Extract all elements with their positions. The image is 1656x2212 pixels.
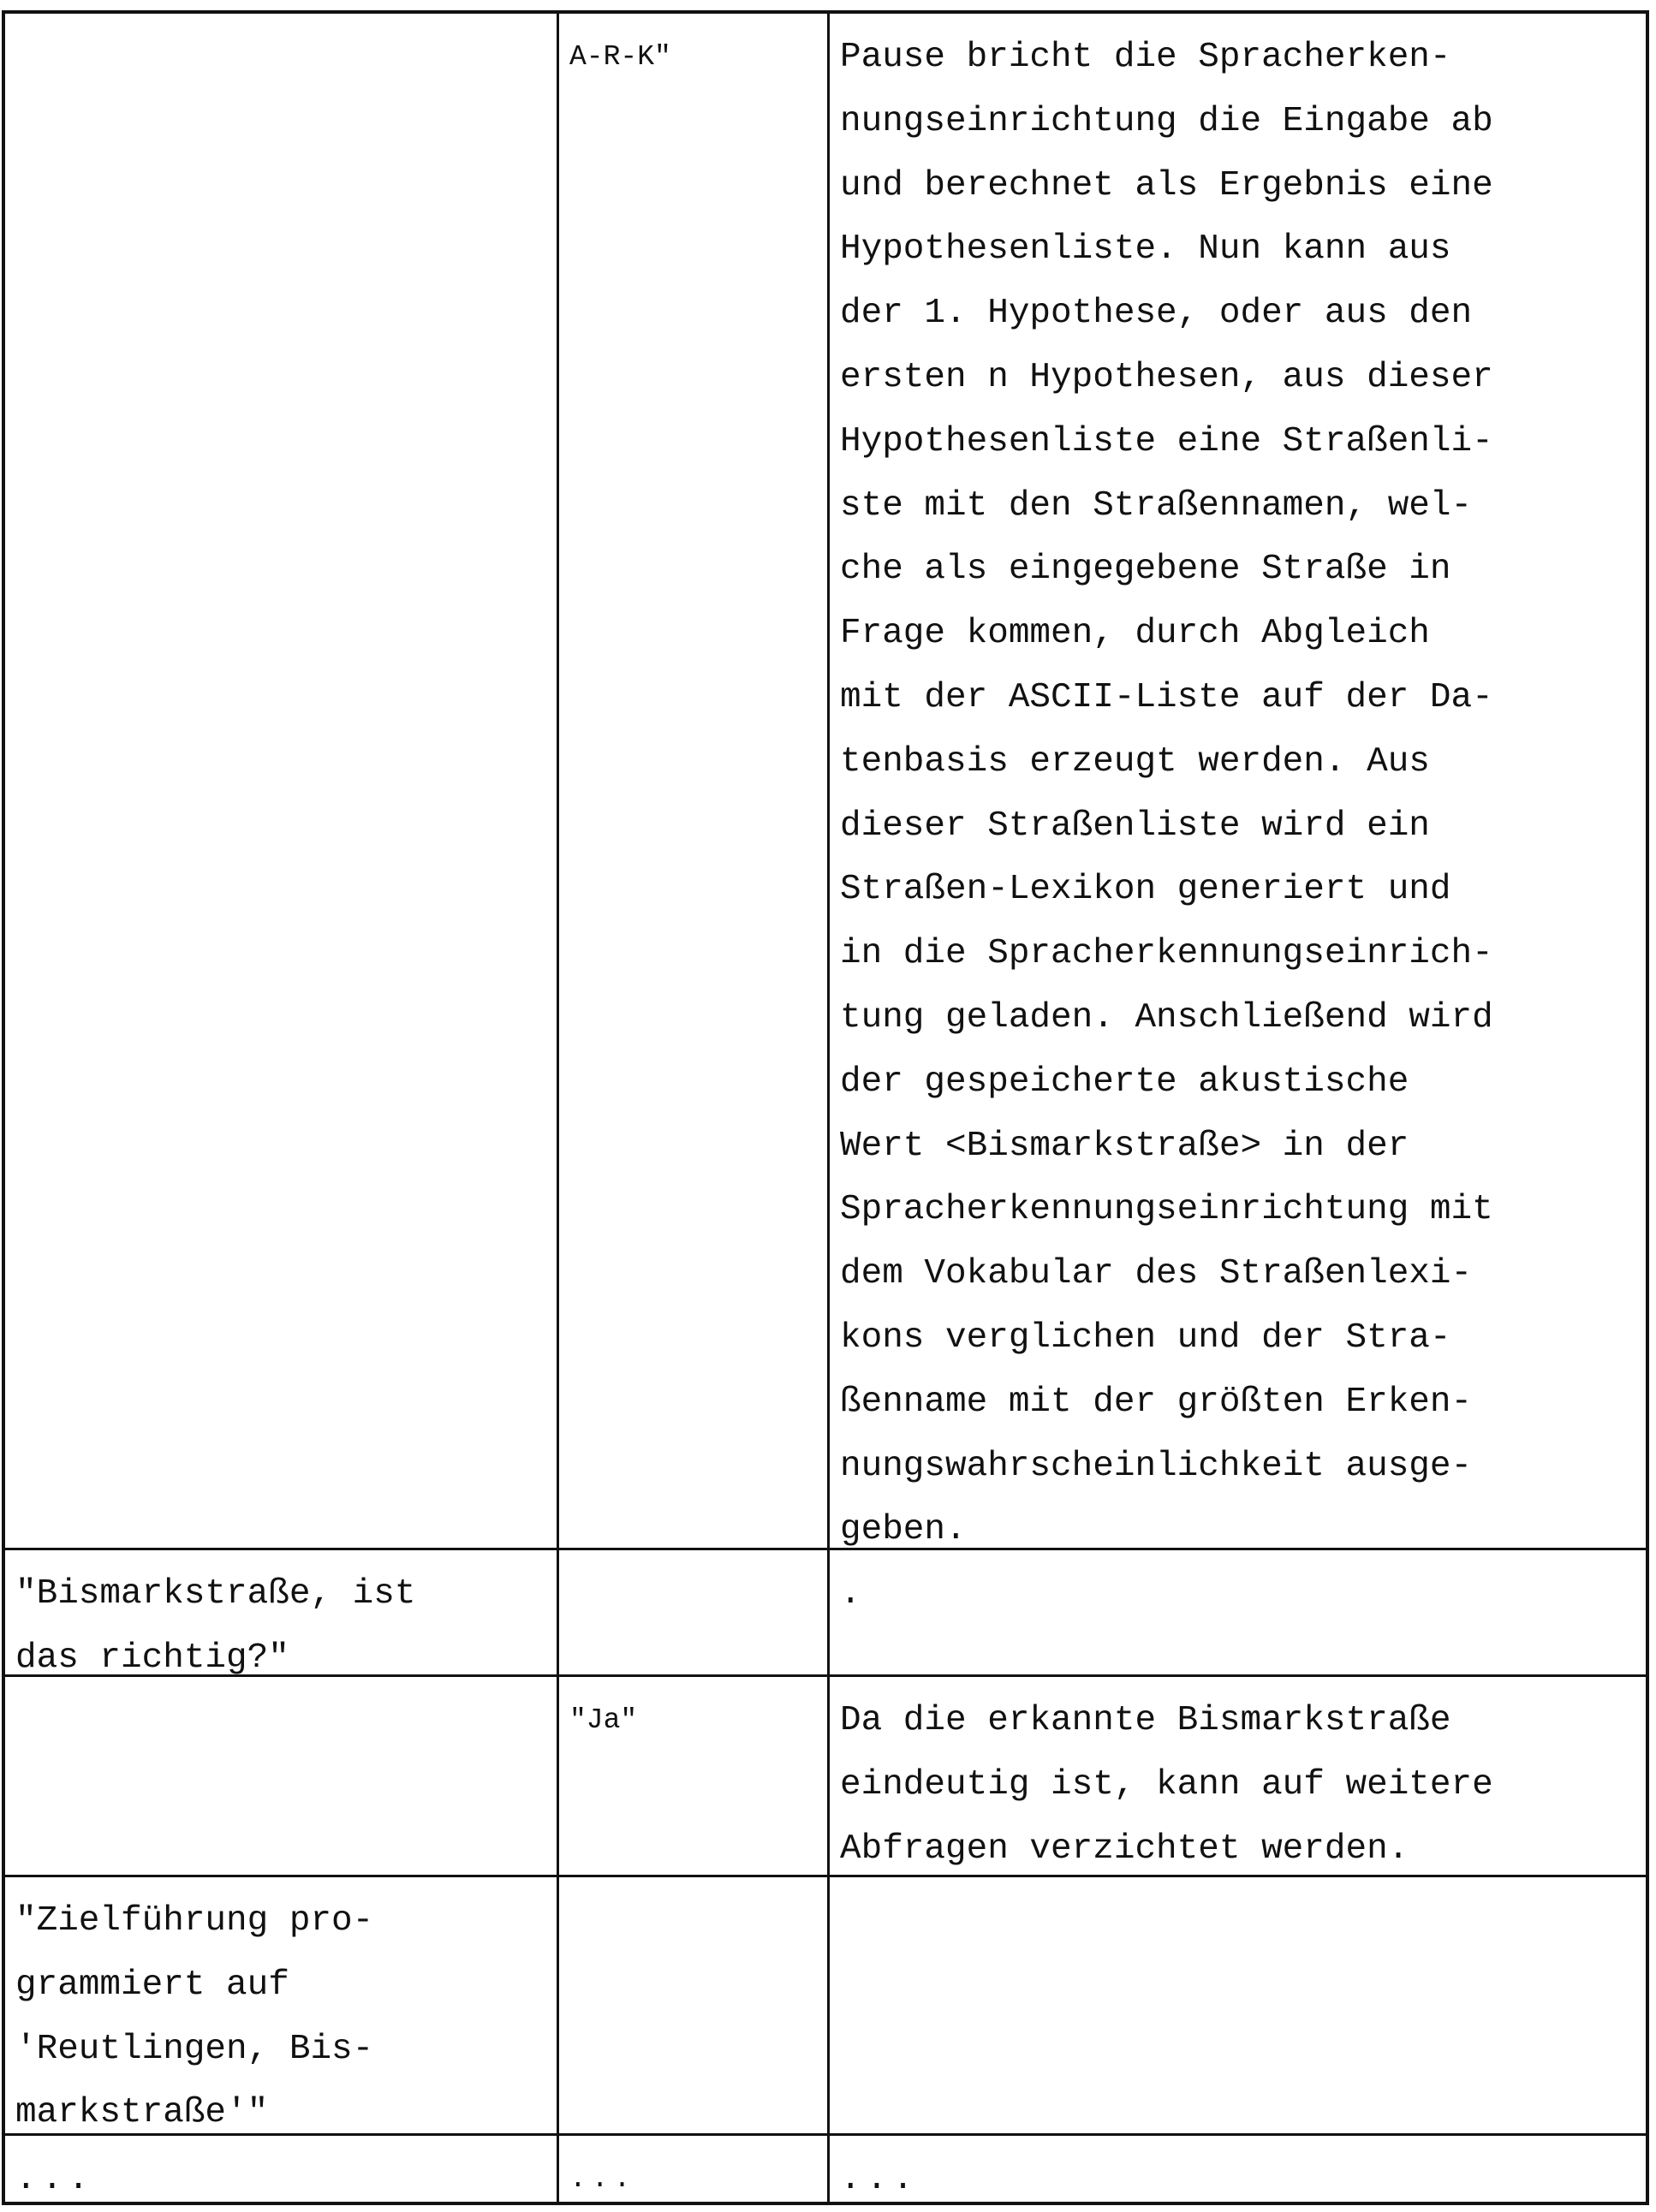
cell-comment-4: ... — [840, 2160, 919, 2199]
cell-comment-1: . — [830, 1550, 1646, 1677]
cell-comment-2: Da die erkannte Bismarkstraße eindeutig ist, kann auf weitere Abfragen verzichtet werden. — [830, 1677, 1646, 1877]
cell-system-0 — [5, 14, 559, 1550]
cell-comment-0: Pause bricht die Spracherken- nungseinrichtung die Eingabe ab und berechnet als Ergebnis eine Hypothesenliste. Nun kann aus der 1. Hypothese, oder aus den ersten n Hypothesen, aus dieser Hypothesenliste eine Straßenli- ste mit den Straßennamen, wel- che als eingegebene Straße in Frage kommen, durch Abgleich mit der ASCII-Liste auf der Da- tenbasis erzeugt werden. Aus dieser Straßenliste wird ein Straßen-Lexikon generiert und in die Spracherkennungseinrich- tung geladen. Anschließend wird der gespeicherte akustische Wert <Bismarkstraße> in der Spracherkennungseinrichtung mit dem Vokabular des Straßenlexi- kons verglichen und der Stra- ßenname mit der größten Erken- nungswahrscheinlichkeit ausge- geben. — [830, 14, 1646, 1550]
cell-system-3: "Zielführung pro- grammiert auf 'Reutlingen, Bis- markstraße'" — [5, 1877, 559, 2136]
dialog-table — [2, 10, 1649, 2205]
cell-system-1: "Bismarkstraße, ist das richtig?" — [5, 1550, 559, 1677]
cell-user-2: "Ja" — [559, 1677, 830, 1877]
cell-comment-3 — [830, 1877, 1646, 2136]
cell-user-4: ... — [559, 2136, 830, 2202]
cell-system-2 — [5, 1677, 559, 1877]
cell-user-1 — [559, 1550, 830, 1677]
cell-user-0: A-R-K" — [559, 14, 830, 1550]
cell-user-3 — [559, 1877, 830, 2136]
cell-system-4: ... — [5, 2136, 559, 2202]
